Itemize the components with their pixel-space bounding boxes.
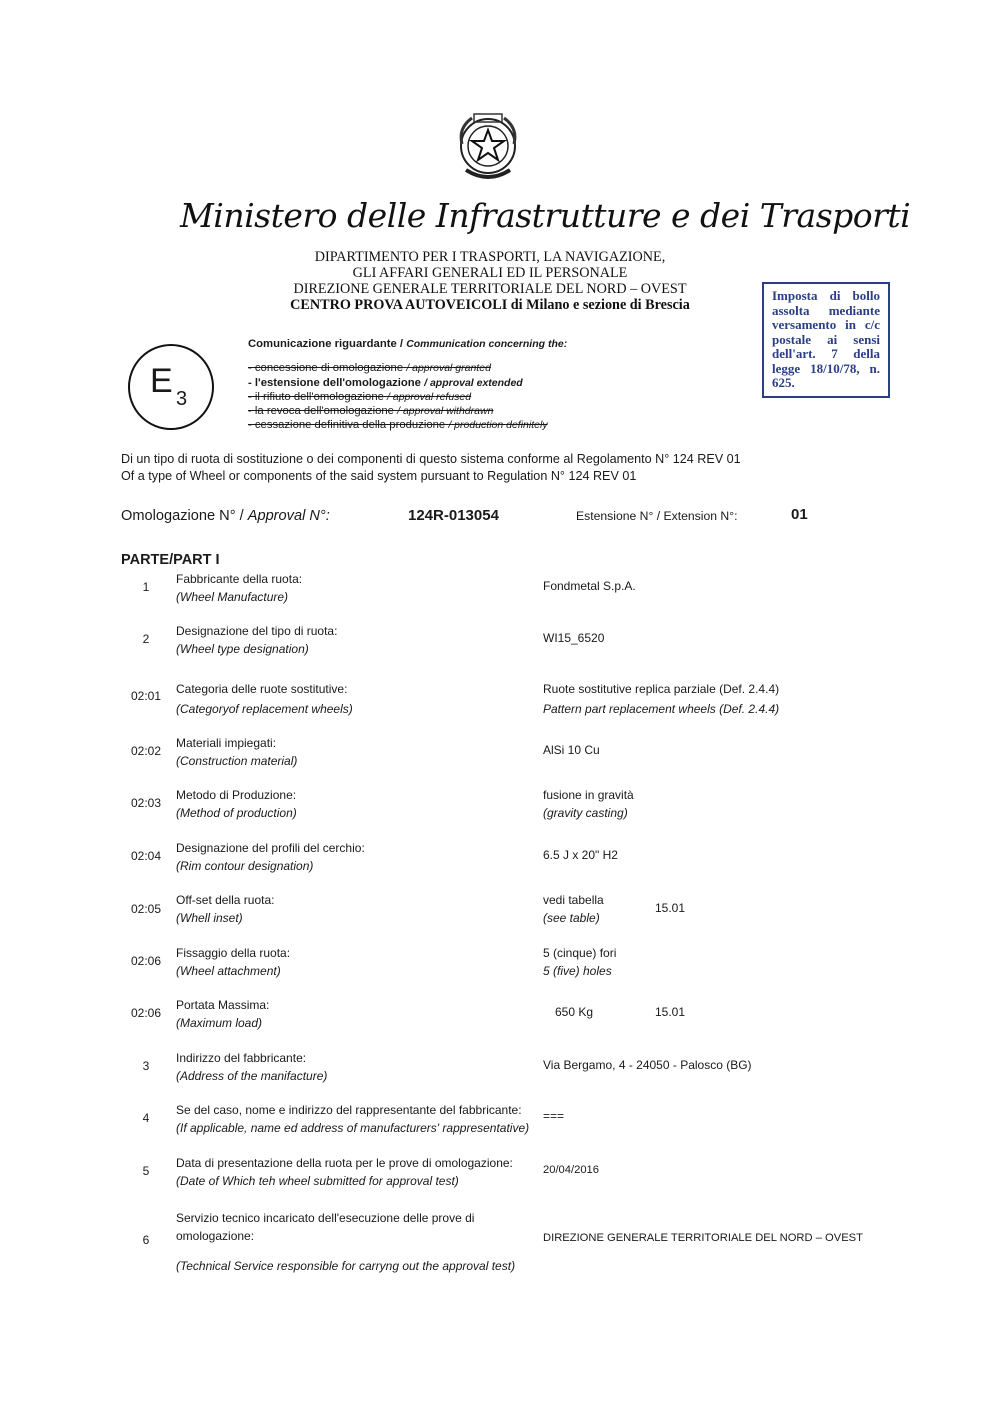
row-label <box>176 571 541 606</box>
option-it: - cessazione definitiva della produzione <box>248 419 446 432</box>
row-value-it: Ruote sostitutive replica parziale (Def. 2.4.4) <box>543 682 780 696</box>
row-label-en: (Wheel Manufacture) <box>176 589 289 604</box>
communication-option <box>248 390 567 404</box>
row-label-en: (Method of production) <box>176 805 297 820</box>
row-value <box>543 679 779 719</box>
row-label <box>176 1050 541 1085</box>
row-number: 02:01 <box>130 689 162 703</box>
row-value: WI15_6520 <box>543 631 605 645</box>
row-label-it: Materiali impiegati: <box>176 736 277 750</box>
tax-stamp: Imposta di bollo assolta mediante versamento in c/c postale ai sensi dell'art. 7 della legge 18/10/78, n. 625. <box>762 282 890 398</box>
row-label <box>176 1102 548 1137</box>
row-label <box>176 735 541 770</box>
row-label-it: Servizio tecnico incaricato dell'esecuzione delle prove di omologazione: <box>176 1211 475 1243</box>
row-reference: 15.01 <box>655 1005 686 1019</box>
row-number: 6 <box>142 1233 150 1247</box>
row-value <box>543 787 634 822</box>
row-value-en: Pattern part replacement wheels (Def. 2.4.4) <box>543 702 780 716</box>
communication-heading-en: Communication concerning the: <box>406 338 568 350</box>
option-it: - concessione di omologazione <box>248 362 404 375</box>
row-number: 02:05 <box>130 902 162 916</box>
department-block <box>200 249 780 313</box>
row-value-it: vedi tabella <box>543 893 604 907</box>
row-value-en: (gravity casting) <box>543 805 628 820</box>
row-label-en: (Date of Which teh wheel submitted for approval test) <box>176 1173 459 1188</box>
e-mark-badge <box>128 344 214 430</box>
communication-heading-it: Comunicazione riguardante / <box>248 338 404 350</box>
row-label <box>176 840 541 875</box>
row-label-it: Fissaggio della ruota: <box>176 946 291 960</box>
extension-number: 01 <box>791 506 808 523</box>
row-number: 2 <box>142 632 150 646</box>
row-label <box>176 679 541 719</box>
row-label-it: Designazione del profili del cerchio: <box>176 841 365 855</box>
row-number: 1 <box>142 580 150 594</box>
row-value-en: (see table) <box>543 910 600 925</box>
row-label-it: Fabbricante della ruota: <box>176 572 303 586</box>
communication-option <box>248 404 567 418</box>
row-label-en: (Categoryof replacement wheels) <box>176 702 353 716</box>
department-line: GLI AFFARI GENERALI ED IL PERSONALE <box>352 265 628 281</box>
row-number: 5 <box>142 1164 150 1178</box>
row-value: Fondmetal S.p.A. <box>543 579 636 593</box>
row-label <box>176 892 541 927</box>
option-it: - la revoca dell'omologazione <box>248 405 394 418</box>
row-number: 3 <box>142 1059 150 1073</box>
row-label-en: (Maximum load) <box>176 1015 263 1030</box>
row-label-it: Portata Massima: <box>176 998 270 1012</box>
intro-line: Di un tipo di ruota di sostituzione o dei componenti di questo sistema conforme al Regolamento N° 124 REV 01 <box>121 452 741 466</box>
row-label <box>176 1155 548 1190</box>
communication-option <box>248 418 567 432</box>
option-en: / approval withdrawn <box>397 405 494 418</box>
row-label-it: Categoria delle ruote sostitutive: <box>176 682 348 696</box>
department-line: CENTRO PROVA AUTOVEICOLI di Milano e sezione di Brescia <box>290 297 690 313</box>
ministry-title: Ministero delle Infrastrutture e dei Trasporti <box>180 196 911 235</box>
communication-block <box>248 337 567 433</box>
row-number: 4 <box>142 1111 150 1125</box>
row-value: Via Bergamo, 4 - 24050 - Palosco (BG) <box>543 1058 752 1072</box>
row-value-en: 5 (five) holes <box>543 963 612 978</box>
row-label-it: Indirizzo del fabbricante: <box>176 1051 307 1065</box>
department-line: DIREZIONE GENERALE TERRITORIALE DEL NORD – OVEST <box>293 281 687 297</box>
row-number: 02:02 <box>130 744 162 758</box>
option-en: / approval granted <box>406 362 491 375</box>
row-label <box>176 787 541 822</box>
row-label-en: (Wheel attachment) <box>176 963 281 978</box>
row-number: 02:03 <box>130 796 162 810</box>
row-label <box>176 1210 516 1276</box>
row-value: 20/04/2016 <box>543 1164 599 1176</box>
extension-label: Estensione N° / Extension N°: <box>576 509 738 523</box>
option-en: / approval refused <box>387 390 472 403</box>
department-line: DIPARTIMENTO PER I TRASPORTI, LA NAVIGAZIONE, <box>314 249 666 265</box>
row-value <box>543 945 616 980</box>
row-label-en: (Rim contour designation) <box>176 858 314 873</box>
e-mark-letter: E <box>150 362 173 400</box>
row-label-it: Data di presentazione della ruota per le prove di omologazione: <box>176 1156 513 1170</box>
row-number: 02:06 <box>130 1006 162 1020</box>
approval-label-it: Omologazione N° / <box>121 508 244 524</box>
communication-option <box>248 361 567 375</box>
communication-option-selected <box>248 376 567 390</box>
row-label-it: Se del caso, nome e indirizzo del rappresentante del fabbricante: <box>176 1103 522 1117</box>
row-number: 02:04 <box>130 849 162 863</box>
row-label-it: Designazione del tipo di ruota: <box>176 624 338 638</box>
row-label-en: (Technical Service responsible for carryng out the approval test) <box>176 1259 516 1273</box>
part-title: PARTE/PART I <box>121 552 220 568</box>
row-reference: 15.01 <box>655 901 686 915</box>
option-en: / production definitely <box>448 419 548 432</box>
row-label-en: (Construction material) <box>176 753 298 768</box>
row-label-it: Metodo di Produzione: <box>176 788 297 802</box>
row-value: 6.5 J x 20" H2 <box>543 848 618 862</box>
row-value: DIREZIONE GENERALE TERRITORIALE DEL NORD – OVEST <box>543 1232 863 1244</box>
approval-label <box>121 508 330 524</box>
approval-number: 124R-013054 <box>408 507 499 524</box>
row-value <box>543 892 604 927</box>
row-label-it: Off-set della ruota: <box>176 893 275 907</box>
row-value-it: 5 (cinque) fori <box>543 946 617 960</box>
intro-text <box>121 451 741 484</box>
intro-line: Of a type of Wheel or components of the said system pursuant to Regulation N° 124 REV 01 <box>121 468 637 483</box>
approval-label-en: Approval N°: <box>247 508 330 524</box>
row-label-en: (If applicable, name ed address of manufacturers' rappresentative) <box>176 1120 530 1135</box>
row-label-en: (Wheel type designation) <box>176 641 309 656</box>
row-label <box>176 623 541 658</box>
option-it: - l'estensione dell'omologazione <box>248 376 421 389</box>
option-it: - il rifiuto dell'omologazione <box>248 390 384 403</box>
row-label-en: (Address of the manifacture) <box>176 1068 328 1083</box>
row-label-en: (Whell inset) <box>176 910 243 925</box>
row-value-it: fusione in gravità <box>543 788 634 802</box>
communication-heading <box>248 337 567 351</box>
row-number: 02:06 <box>130 954 162 968</box>
row-label <box>176 945 541 980</box>
e-mark-number: 3 <box>176 388 188 410</box>
row-value: 650 Kg <box>555 1005 594 1019</box>
option-en: / approval extended <box>424 376 523 389</box>
row-value: AlSi 10 Cu <box>543 743 600 757</box>
republic-emblem-icon <box>452 108 524 192</box>
row-value: === <box>543 1109 565 1123</box>
row-label <box>176 997 541 1032</box>
